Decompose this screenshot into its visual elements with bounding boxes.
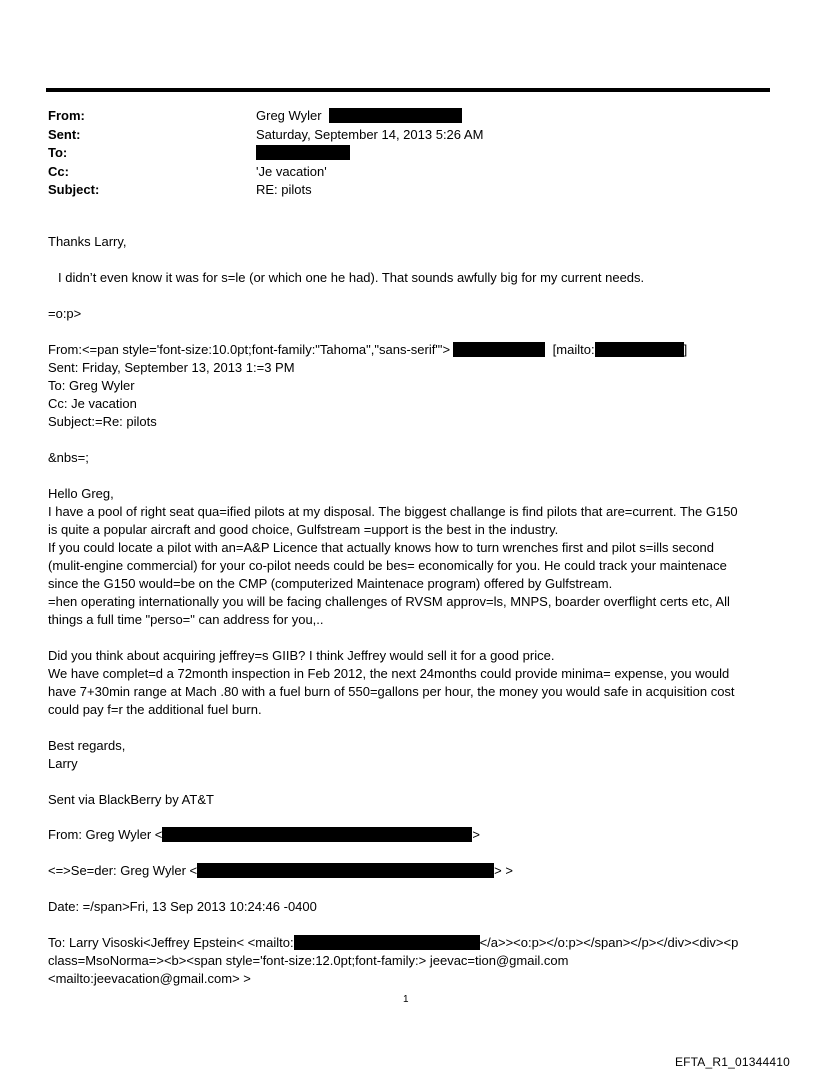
sent-value: Saturday, September 14, 2013 5:26 AM xyxy=(256,126,484,142)
original-from: From: Greg Wyler < > xyxy=(48,827,480,842)
redaction-box xyxy=(256,145,350,160)
from-value: Greg Wyler xyxy=(256,108,322,123)
body-line: could pay f=r the additional fuel burn. xyxy=(48,702,262,717)
cc-value: 'Je vacation' xyxy=(256,163,327,179)
quoted-mailto-close: ] xyxy=(683,342,688,357)
redaction-box xyxy=(453,342,545,357)
regards-line: Best regards, xyxy=(48,738,126,753)
quoted-to: To: Greg Wyler xyxy=(48,378,135,393)
redaction-box xyxy=(197,863,494,878)
quoted-subject: Subject:=Re: pilots xyxy=(48,414,157,429)
body-line: have 7+30min range at Mach .80 with a fuel burn of 550=gallons per hour, the money you would safe in acquisition cost xyxy=(48,684,735,699)
quoted-header xyxy=(48,341,770,431)
body-line: Did you think about acquiring jeffrey=s GIIB? I think Jeffrey would sell it for a good price. xyxy=(48,648,555,663)
body-line: =hen operating internationally you will be facing challenges of RVSM approv=ls, MNPS, boarder overflight certs etc, All xyxy=(48,594,730,609)
body-line: We have complet=d a 72month inspection in Feb 2012, the next 24months could provide minima= expense, you would xyxy=(48,666,730,681)
body-line: is quite a popular aircraft and good choice, Gulfstream =upport is the best in the industry. xyxy=(48,522,559,537)
quoted-from: From:<=pan style='font-size:10.0pt;font-family:"Tahoma","sans-serif"'> xyxy=(48,342,451,357)
original-to-line3: <mailto:jeevacation@gmail.com> > xyxy=(48,971,251,986)
quoted-cc: Cc: Je vacation xyxy=(48,396,137,411)
signature-name: Larry xyxy=(48,756,78,771)
sent-via: Sent via BlackBerry by AT&T xyxy=(48,792,214,807)
nbsp-text: &nbs=; xyxy=(48,450,89,465)
original-to: To: Larry Visoski<Jeffrey Epstein< <mailto: </a>><o:p></o:p></span></p></div><div><p class=MsoNorma=><b><span style='font-size:12.0pt;font-family:> jeevac=tion@gmail.com <mailto:jeevacation@gmail.com> > xyxy=(48,934,770,988)
original-date: Date: =/span>Fri, 13 Sep 2013 10:24:46 -0400 xyxy=(48,899,317,914)
greeting: Thanks Larry, xyxy=(48,234,127,249)
body-line: things a full time "perso=" can address for you,.. xyxy=(48,612,324,627)
original-sender: <=>Se=der: Greg Wyler < > > xyxy=(48,863,513,878)
redaction-box xyxy=(595,342,684,357)
to-label: To: xyxy=(48,145,68,160)
message-body xyxy=(48,485,770,629)
subject-row xyxy=(48,181,768,200)
message-body-2 xyxy=(48,647,770,719)
op-tag: =o:p> xyxy=(48,306,82,321)
body-line: since the G150 would=be on the CMP (computerized Maintenace program) offered by Gulfstream. xyxy=(48,576,613,591)
subject-value: RE: pilots xyxy=(256,182,312,197)
redaction-box xyxy=(294,935,480,950)
to-row xyxy=(48,144,768,163)
sent-label: Sent: xyxy=(48,126,81,142)
quoted-mailto: [mailto: xyxy=(552,342,595,357)
body-line: If you could locate a pilot with an=A&P Licence that actually knows how to turn wrenches first and pilot s=ills second xyxy=(48,540,715,555)
subject-label: Subject: xyxy=(48,182,100,197)
page-number: 1 xyxy=(403,994,409,1005)
signature-block xyxy=(48,737,770,773)
from-label: From: xyxy=(48,108,85,123)
original-to-line2: class=MsoNorma=><b><span style='font-size:12.0pt;font-family:> jeevac=tion@gmail.com xyxy=(48,953,569,968)
cc-row xyxy=(48,163,768,182)
body-line: I have a pool of right seat qua=ified pilots at my disposal. The biggest challange is find pilots that are=current. The G150 xyxy=(48,504,738,519)
bates-number: EFTA_R1_01344410 xyxy=(674,1055,790,1069)
cc-label: Cc: xyxy=(48,163,69,179)
redaction-box xyxy=(162,827,472,842)
sent-row xyxy=(48,126,768,145)
email-header xyxy=(48,107,768,200)
from-row xyxy=(48,107,768,126)
body-line: (mulit-engine commercial) for your co-pilot needs could be bes= economically for you. He could track your maintenace xyxy=(48,558,727,573)
header-rule xyxy=(46,88,770,92)
redaction-box xyxy=(329,108,462,123)
quoted-sent: Sent: Friday, September 13, 2013 1:=3 PM xyxy=(48,360,295,375)
hello-line: Hello Greg, xyxy=(48,486,114,501)
reply-text: I didn’t even know it was for s=le (or which one he had). That sounds awfully big for my current needs. xyxy=(58,270,645,285)
